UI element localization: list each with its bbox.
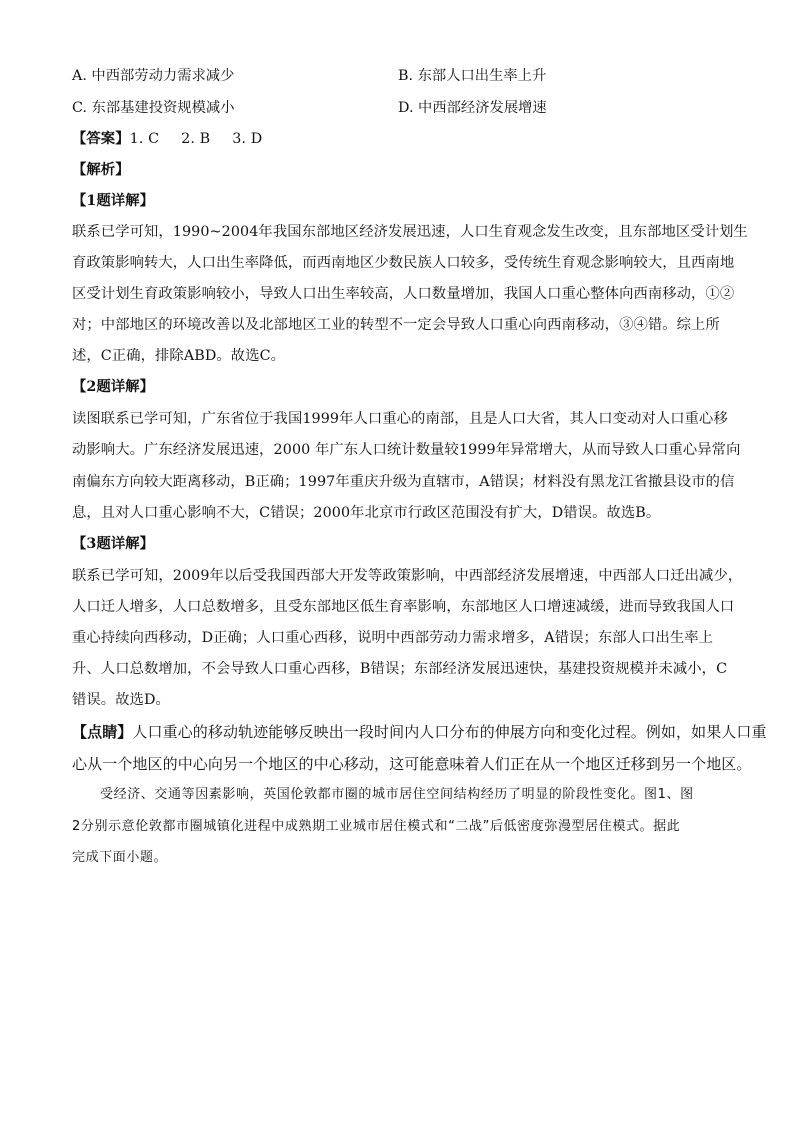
- answer-3: 3. D: [232, 131, 263, 147]
- option-b: B. 东部人口出生率上升: [398, 68, 547, 84]
- q1-line: 对；中部地区的环境改善以及北部地区工业的转型不一定会导致人口重心向西南移动，③④错。综上所: [72, 317, 720, 333]
- option-c: C. 东部基建投资规模减小: [72, 100, 235, 116]
- answer-2: 2. B: [181, 131, 211, 147]
- tip-text: 人口重心的移动轨迹能够反映出一段时间内人口分布的伸展方向和变化过程。例如，如果人口重: [132, 723, 767, 741]
- intro-line: 完成下面小题。: [72, 850, 168, 865]
- q3-line: 升、人口总数增加，不会导致人口重心西移，B错误；东部经济发展迅速快，基建投资规模并未减小，C: [72, 661, 728, 677]
- intro-line: 2分别示意伦敦都市圈城镇化进程中成熟期工业城市居住模式和“二战”后低密度弥漫型居住模式。据此: [72, 819, 681, 834]
- q3-line: 错误。故选D。: [72, 692, 170, 708]
- q2-line: 息，且对人口重心影响不大，C错误；2000年北京市行政区范围没有扩大，D错误。故选B。: [72, 505, 661, 521]
- answers-label: 【答案】: [72, 131, 130, 147]
- tip-line: 心从一个地区的中心向另一个地区的中心移动，这可能意味着人们正在从一个地区迁移到另一个地区。: [72, 755, 752, 773]
- q1-line: 育政策影响转大，人口出生率降低，而西南地区少数民族人口较多，受传统生育观念影响较大，且西南地: [72, 255, 735, 271]
- q2-line: 读图联系已学可知，广东省位于我国1999年人口重心的南部，且是人口大省，其人口变动对人口重心移: [72, 411, 728, 427]
- option-a: A. 中西部劳动力需求减少: [72, 68, 235, 84]
- intro-line: 受经济、交通等因素影响，英国伦敦都市圈的城市居住空间结构经历了明显的阶段性变化。图1、图: [100, 787, 694, 802]
- analysis-heading: 【解析】: [72, 162, 130, 178]
- tip-label: 【点睛】: [72, 723, 133, 741]
- q1-line: 述，C正确，排除ABD。故选C。: [72, 348, 286, 364]
- q1-line: 区受计划生育政策影响较小，导致人口出生率较高，人口数量增加，我国人口重心整体向西南移动，①②: [72, 286, 735, 302]
- tip-line: [72, 722, 767, 742]
- q2-line: 动影响大。广东经济发展迅速，2000 年广东人口统计数量较1999年异常增大，从而导致人口重心异常向: [72, 442, 741, 458]
- q3-line: 重心持续向西移动，D正确；人口重心西移，说明中西部劳动力需求增多，A错误；东部人口出生率上: [72, 630, 714, 646]
- q3-line: 联系已学可知，2009年以后受我国西部大开发等政策影响，中西部经济发展增速，中西部人口迁出减少，: [72, 568, 743, 584]
- q3-heading: 【3题详解】: [72, 536, 155, 552]
- q1-line: 联系已学可知，1990~2004年我国东部地区经济发展迅速，人口生育观念发生改变，且东部地区受计划生: [72, 224, 748, 240]
- q1-heading: 【1题详解】: [72, 193, 155, 209]
- q2-line: 南偏东方向较大距离移动，B正确；1997年重庆升级为直辖市，A错误；材料没有黑龙江省撤县设市的信: [72, 474, 735, 490]
- q2-heading: 【2题详解】: [72, 379, 155, 395]
- option-d: D. 中西部经济发展增速: [398, 100, 547, 116]
- answers-row: [72, 129, 722, 149]
- answer-1: 1. C: [129, 131, 160, 147]
- q3-line: 人口迁人增多，人口总数增多，且受东部地区低生育率影响，东部地区人口增速减缓，进而导致我国人口: [72, 599, 735, 615]
